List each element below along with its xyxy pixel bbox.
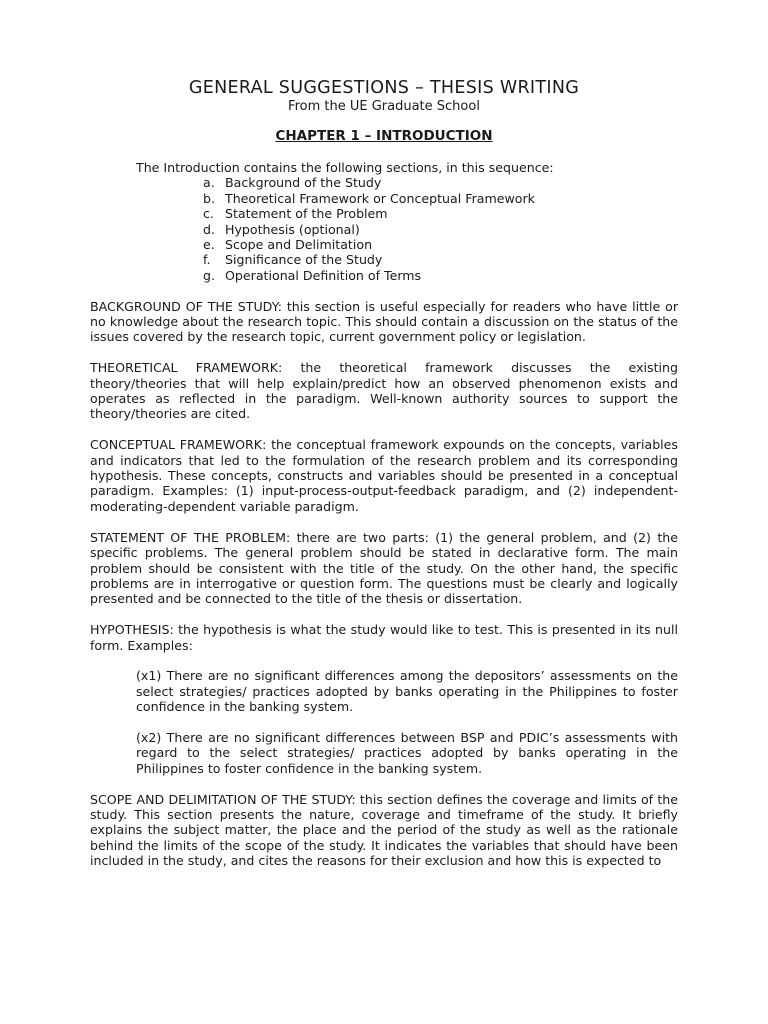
document-title: GENERAL SUGGESTIONS – THESIS WRITING: [188, 78, 580, 98]
list-item: [203, 222, 678, 237]
document-body: [90, 160, 678, 869]
chapter-heading-text: CHAPTER 1 – INTRODUCTION: [275, 128, 493, 144]
list-item-label: Statement of the Problem: [225, 206, 388, 222]
chapter-heading: [0, 128, 768, 144]
list-item: [203, 252, 678, 267]
list-item-label: Scope and Delimitation: [225, 237, 373, 253]
list-marker: c.: [203, 206, 214, 222]
list-item-label: Theoretical Framework or Conceptual Framework: [225, 190, 535, 206]
theoretical-framework-paragraph: THEORETICAL FRAMEWORK: the theoretical framework discusses the existing theory/theories that will help explain/predict how an observed phenomenon exists and operates as reflected in the paradigm. Well-known authority sources to support the theory/theories are cited.: [90, 360, 678, 422]
list-marker: e.: [203, 237, 215, 253]
conceptual-framework-paragraph: CONCEPTUAL FRAMEWORK: the conceptual framework expounds on the concepts, variables and indicators that led to the formulation of the research problem and its corresponding hypothesis. These concepts, constructs and variables should be presented in a conceptual paradigm. Examples: (1) input-process-output-feedback paradigm, and (2) independent-moderating-dependent variable paradigm.: [90, 437, 678, 514]
list-item: [203, 268, 678, 283]
list-item-label: Hypothesis (optional): [225, 221, 360, 237]
list-marker: g.: [203, 267, 215, 283]
list-item-label: Significance of the Study: [225, 252, 383, 268]
list-item-label: Operational Definition of Terms: [225, 267, 422, 283]
list-marker: b.: [203, 190, 215, 206]
hypothesis-paragraph: HYPOTHESIS: the hypothesis is what the study would like to test. This is presented in its null form. Examples:: [90, 622, 678, 653]
problem-statement-paragraph: STATEMENT OF THE PROBLEM: there are two parts: (1) the general problem, and (2) the specific problems. The general problem should be stated in declarative form. The main problem should be consistent with the title of the study. On the other hand, the specific problems are in interrogative or question form. The questions must be clearly and logically presented and be connected to the title of the thesis or dissertation.: [90, 529, 678, 607]
list-item-label: Background of the Study: [225, 175, 382, 191]
list-item: [203, 191, 678, 206]
list-marker: f.: [203, 252, 211, 268]
list-item: [203, 206, 678, 221]
list-marker: d.: [203, 221, 215, 237]
hypothesis-example-1: (x1) There are no significant differences among the depositors’ assessments on the select strategies/ practices adopted by banks operating in the Philippines to foster confidence in the banking system.: [136, 668, 678, 715]
list-item: [203, 175, 678, 190]
intro-lead: The Introduction contains the following sections, in this sequence:: [136, 160, 554, 175]
document-subtitle: From the UE Graduate School: [288, 99, 480, 114]
list-marker: a.: [203, 175, 215, 191]
scope-delimitation-paragraph: SCOPE AND DELIMITATION OF THE STUDY: this section defines the coverage and limits of the study. This section presents the nature, coverage and timeframe of the study. It briefly explains the subject matter, the place and the period of the study as well as the rationale behind the limits of the scope of the study. It indicates the variables that should have been included in the study, and cites the reasons for their exclusion and how this is expected to: [90, 791, 678, 869]
list-item: [203, 237, 678, 252]
hypothesis-example-2: (x2) There are no significant differences between BSP and PDIC’s assessments with regard to the select strategies/ practices adopted by banks operating in the Philippines to foster confidence in the banking system.: [136, 729, 678, 776]
section-list: [90, 175, 678, 283]
background-paragraph: BACKGROUND OF THE STUDY: this section is useful especially for readers who have little or no knowledge about the research topic. This should contain a discussion on the status of the issues covered by the research topic, current government policy or legislation.: [90, 298, 678, 345]
